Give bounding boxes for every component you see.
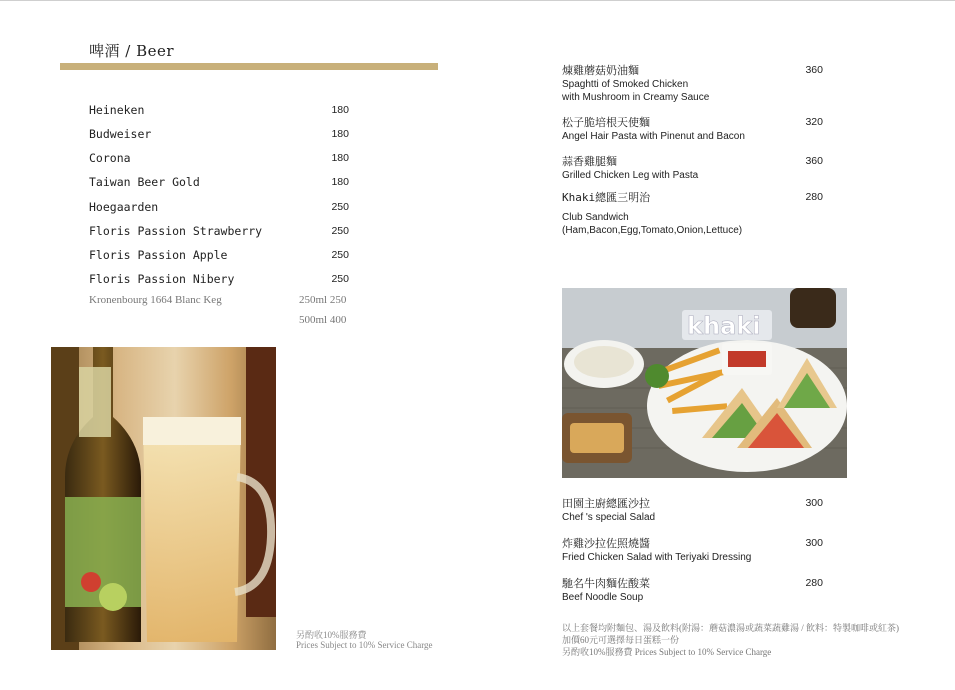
dish-name-zh: 蒜香雞腿麵 xyxy=(562,155,617,168)
dish-name-en: Spaghtti of Smoked Chicken xyxy=(562,79,689,90)
beer-name: Floris Passion Nibery xyxy=(89,272,235,286)
keg-option-250ml: 250ml 250 xyxy=(299,294,347,306)
beer-name: Corona xyxy=(89,151,131,165)
beer-name: Taiwan Beer Gold xyxy=(89,175,200,189)
beer-price: 250 xyxy=(331,249,349,261)
dish-price: 300 xyxy=(805,497,823,509)
dish-price: 280 xyxy=(805,577,823,589)
footer-line: 以上套餐均附麵包、湯及飲料(附湯：蘑菇濃湯或蔬菜蔬雞湯 / 飲料：特製咖啡或紅茶) xyxy=(562,623,899,633)
dish-name-zh: 松子脆培根天使麵 xyxy=(562,116,650,129)
beer-price: 250 xyxy=(331,225,349,237)
footer-line: 另酌收10%服務費 Prices Subject to 10% Service Charge xyxy=(562,647,772,657)
beer-price: 180 xyxy=(331,152,349,164)
service-charge-note-zh: 另酌收10%服務費 xyxy=(296,630,367,640)
dish-name-zh: 煉雞蘑菇奶油麵 xyxy=(562,64,639,77)
beer-price: 250 xyxy=(331,273,349,285)
menu-item xyxy=(562,496,827,524)
set-meal-footer-note xyxy=(562,622,899,658)
menu-item xyxy=(562,536,827,564)
beer-photo xyxy=(51,347,276,650)
beer-name: Budweiser xyxy=(89,127,152,141)
dish-name-en: Fried Chicken Salad with Teriyaki Dressing xyxy=(562,552,752,563)
beer-item xyxy=(89,224,351,240)
dish-price: 360 xyxy=(805,64,823,76)
dish-name-zh: 炸雞沙拉佐照燒醬 xyxy=(562,537,650,550)
beer-name: Heineken xyxy=(89,103,145,117)
dish-name-en: Beef Noodle Soup xyxy=(562,592,644,603)
footer-line: 加價60元可選擇每日蛋糕一份 xyxy=(562,635,680,645)
dish-name-en: (Ham,Bacon,Egg,Tomato,Onion,Lettuce) xyxy=(562,225,743,236)
menu-item xyxy=(562,190,827,237)
dish-name-en: with Mushroom in Creamy Sauce xyxy=(562,92,710,103)
beer-item xyxy=(89,151,351,167)
menu-item xyxy=(562,576,827,604)
beer-price: 180 xyxy=(331,104,349,116)
keg-beer-name: Kronenbourg 1664 Blanc Keg xyxy=(89,294,222,306)
beer-item xyxy=(89,272,351,288)
beer-price: 250 xyxy=(331,201,349,213)
beer-section-title: 啤酒 / Beer xyxy=(89,42,175,60)
dish-price: 360 xyxy=(805,155,823,167)
dish-name-zh: 馳名牛肉麵佐酸菜 xyxy=(562,577,650,590)
menu-item xyxy=(562,63,827,104)
beer-price: 180 xyxy=(331,176,349,188)
club-sandwich-illustration xyxy=(562,288,847,478)
dish-price: 280 xyxy=(805,191,823,203)
menu-item xyxy=(562,115,827,143)
beer-name: Floris Passion Strawberry xyxy=(89,224,263,238)
khaki-sign-text: khaki xyxy=(687,312,761,340)
page-top-border xyxy=(0,0,955,1)
menu-item xyxy=(562,154,827,182)
beer-item xyxy=(89,175,351,191)
dish-name-zh: Khaki總匯三明治 xyxy=(562,191,651,204)
dish-price: 320 xyxy=(805,116,823,128)
keg-option-500ml: 500ml 400 xyxy=(299,314,347,326)
beer-item xyxy=(89,103,351,119)
dish-name-en: Grilled Chicken Leg with Pasta xyxy=(562,170,699,181)
beer-item xyxy=(89,248,351,264)
dish-name-zh: 田園主廚總匯沙拉 xyxy=(562,497,650,510)
beer-photo-illustration xyxy=(51,347,276,650)
club-sandwich-photo xyxy=(562,288,847,478)
dish-price: 300 xyxy=(805,537,823,549)
beer-name: Floris Passion Apple xyxy=(89,248,228,262)
beer-price: 180 xyxy=(331,128,349,140)
service-charge-note-en: Prices Subject to 10% Service Charge xyxy=(296,640,433,650)
beer-item xyxy=(89,200,351,216)
dish-name-en: Angel Hair Pasta with Pinenut and Bacon xyxy=(562,131,745,142)
beer-name: Hoegaarden xyxy=(89,200,159,214)
beer-item xyxy=(89,127,351,143)
title-underline-bar xyxy=(60,63,438,70)
dish-name-en: Club Sandwich xyxy=(562,212,629,223)
dish-name-en: Chef 's special Salad xyxy=(562,512,656,523)
